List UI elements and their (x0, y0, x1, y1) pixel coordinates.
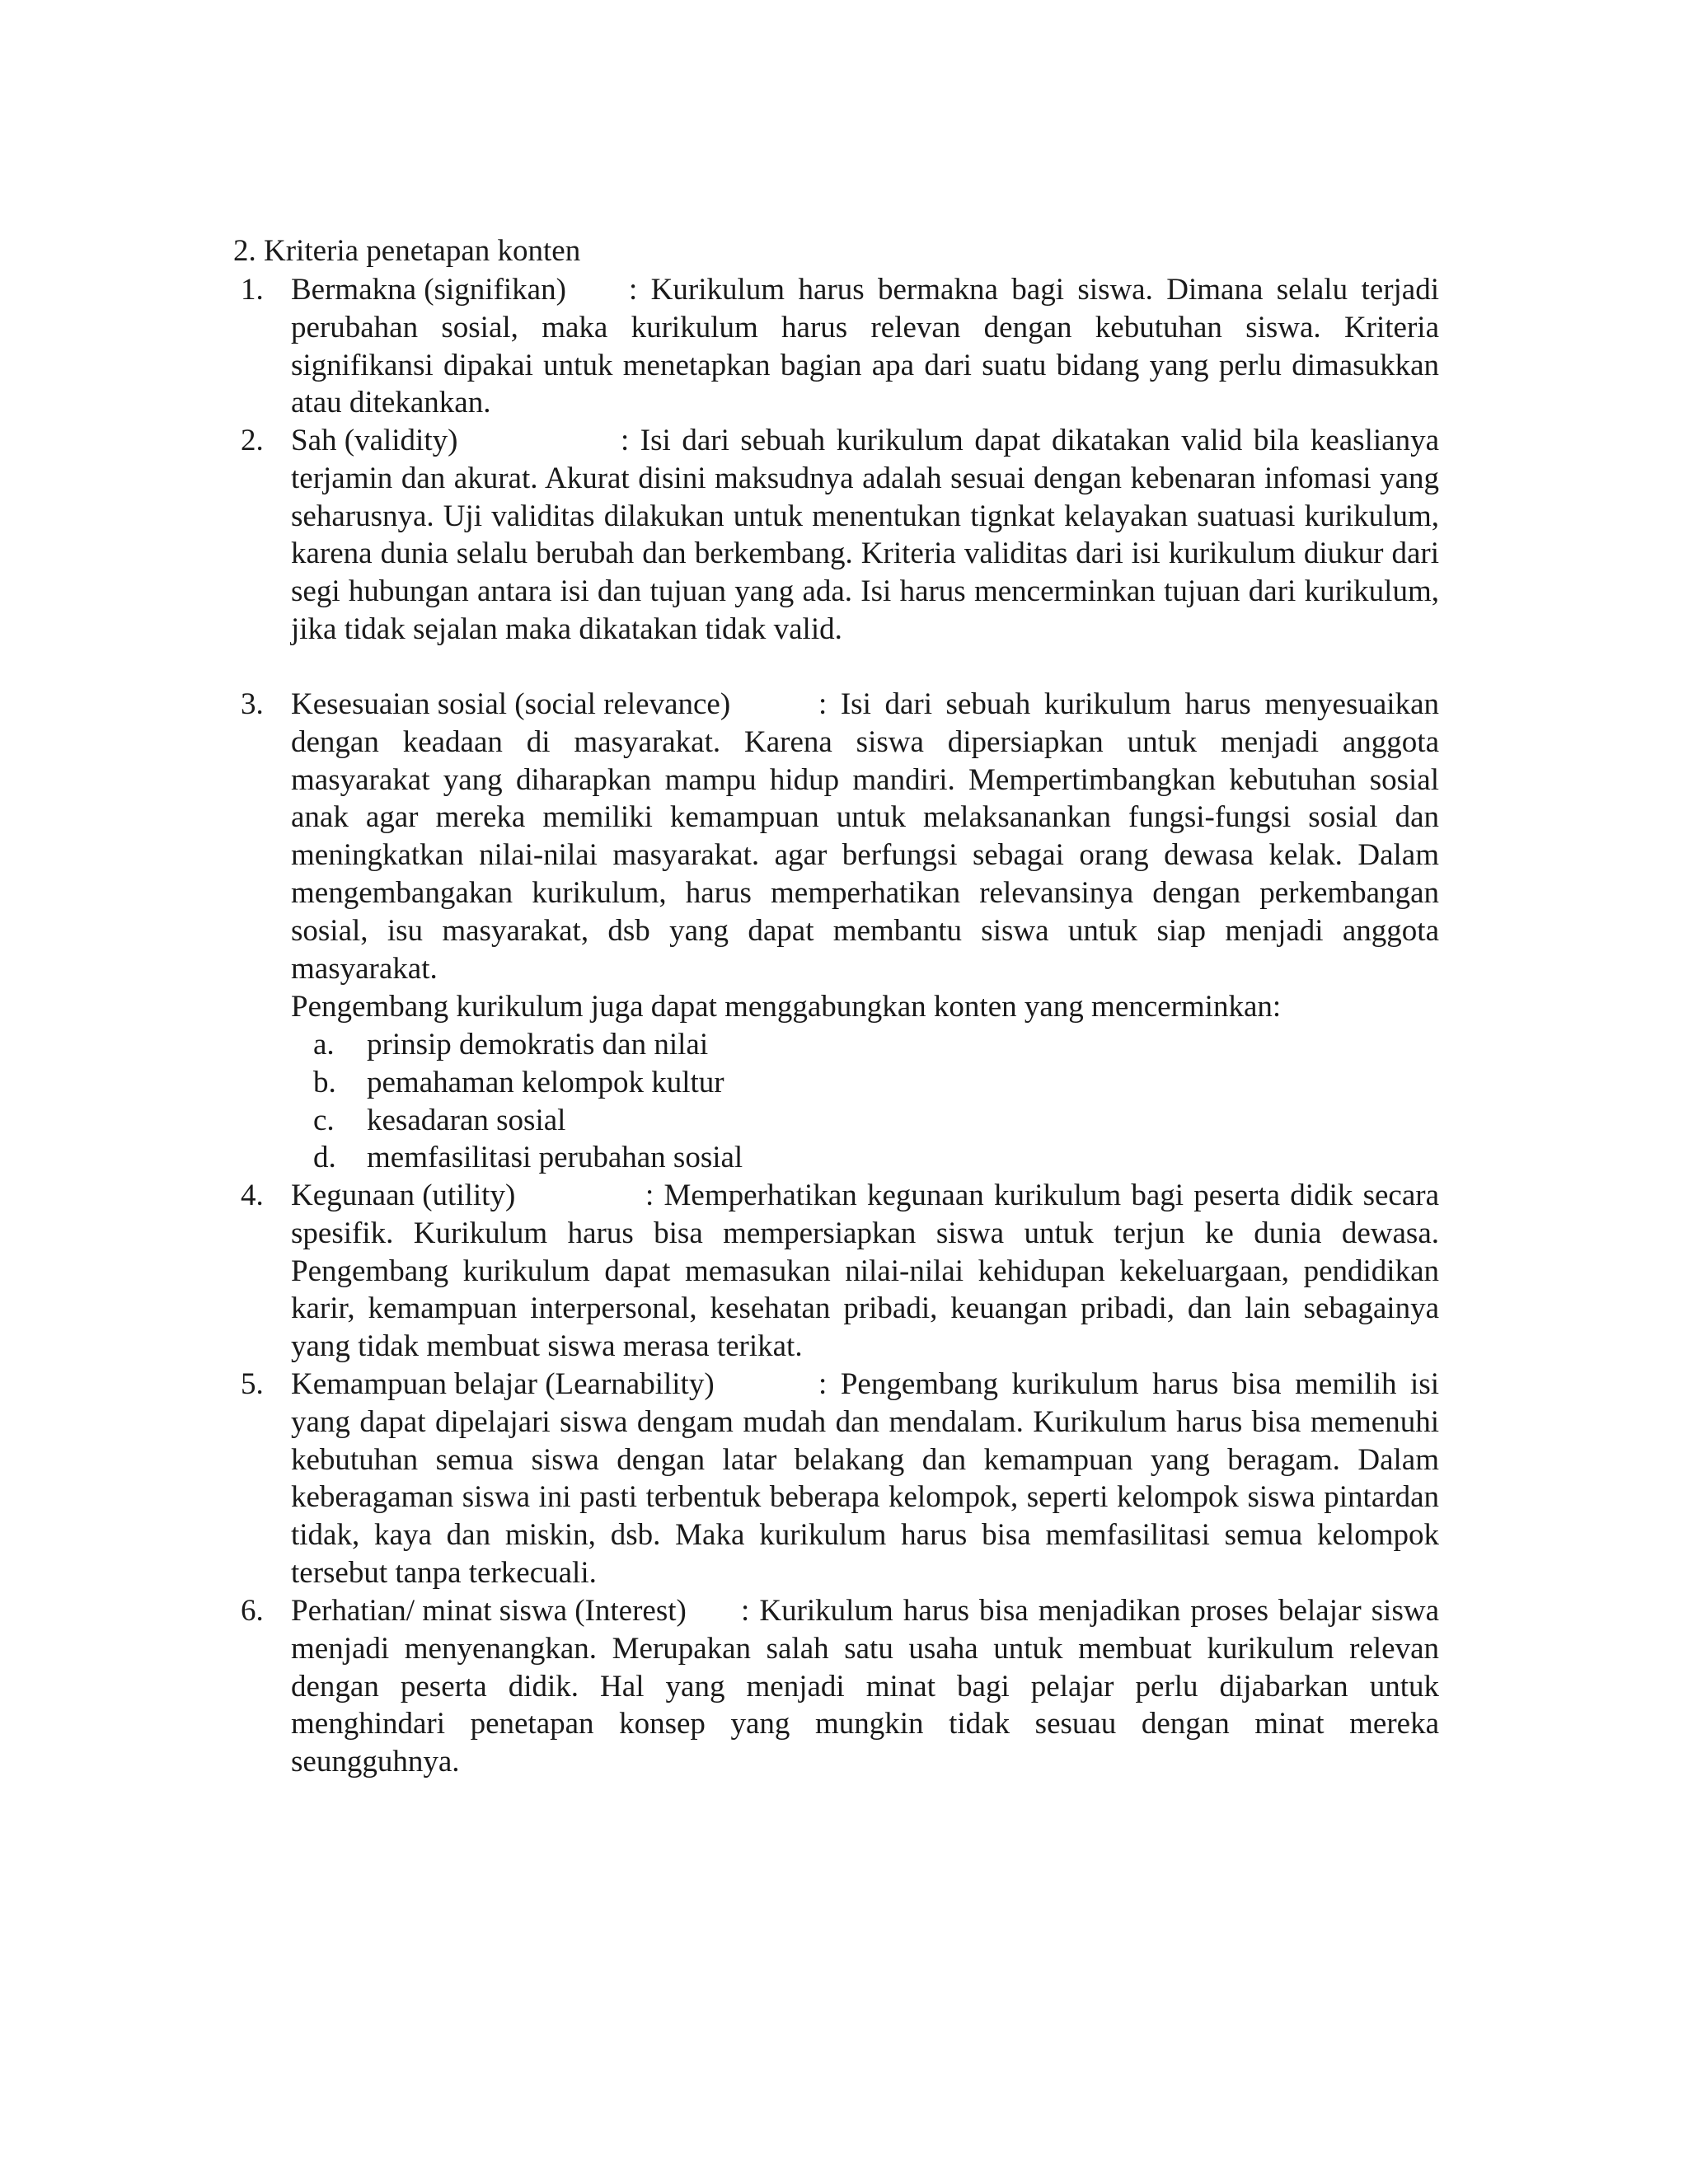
sub-item-text: prinsip demokratis dan nilai (367, 1028, 709, 1062)
item-term: Kemampuan belajar (Learnability) (291, 1367, 715, 1401)
item-body (291, 1177, 1439, 1366)
item-term: Kesesuaian sosial (social relevance) (291, 687, 731, 721)
sub-list-intro: Pengembang kurikulum juga dapat menggabungkan konten yang mencerminkan: (291, 990, 1282, 1024)
item-description: : Isi dari sebuah kurikulum harus menyesuaikan dengan keadaan di masyarakat. Karena siswa dipersiapkan untuk menjadi anggota masyarakat yang diharapkan mampu hidup mandiri. Mempertimbangkan kebutuhan sosial anak agar mereka memiliki kemampuan untuk melaksanankan fungsi-fungsi sosial dan meningkatkan nilai-nilai masyarakat. agar berfungsi sebagai orang dewasa kelak. Dalam mengembangakan kurikulum, harus memperhatikan relevansinya dengan perkembangan sosial, isu masyarakat, dsb yang dapat membantu siswa untuk siap menjadi anggota masyarakat. (291, 687, 1439, 986)
item-description: : Isi dari sebuah kurikulum dapat dikatakan valid bila keaslianya terjamin dan akurat. Akurat disini maksudnya adalah sesuai dengan kebenaran infomasi yang seharusnya. Uji validitas dilakukan untuk menentukan tignkat kelayakan suatuasi kurikulum, karena dunia selalu berubah dan berkembang. Kriteria validitas dari isi kurikulum diukur dari segi hubungan antara isi dan tujuan yang ada. Isi harus mencerminkan tujuan dari kurikulum, jika tidak sejalan maka dikatakan tidak valid. (291, 424, 1439, 646)
item-number: 3. (241, 687, 264, 721)
item-term: Sah (validity) (291, 424, 458, 457)
item-number: 2. (241, 424, 264, 457)
item-number: 4. (241, 1179, 264, 1212)
item-number: 1. (241, 273, 264, 307)
item-description: : Memperhatikan kegunaan kurikulum bagi peserta didik secara spesifik. Kurikulum harus bisa mempersiapkan siswa untuk terjun ke dunia dewasa. Pengembang kurikulum dapat memasukan nilai-nilai kehidupan kekeluargaan, pendidikan karir, kemampuan interpersonal, kesehatan pribadi, keuangan pribadi, dan lain sebagainya yang tidak membuat siswa merasa terikat. (291, 1179, 1439, 1364)
item-term: Bermakna (signifikan) (291, 273, 566, 307)
sub-list-item (0, 1102, 1688, 1140)
item-number: 5. (241, 1367, 264, 1401)
item-body (291, 686, 1439, 987)
sub-item-letter: c. (313, 1104, 335, 1137)
sub-item-letter: a. (313, 1028, 335, 1062)
item-term: Kegunaan (utility) (291, 1179, 516, 1212)
item-term: Perhatian/ minat siswa (Interest) (291, 1594, 687, 1628)
sub-item-letter: d. (313, 1141, 336, 1174)
sub-item-text: kesadaran sosial (367, 1104, 566, 1137)
item-description: : Pengembang kurikulum harus bisa memilih isi yang dapat dipelajari siswa dengam mudah dan mendalam. Kurikulum harus bisa memenuhi kebutuhan semua siswa dengan latar belakang dan kemampuan yang beragam. Dalam keberagaman siswa ini pasti terbentuk beberapa kelompok, seperti kelompok siswa pintardan tidak, kaya dan miskin, dsb. Maka kurikulum harus bisa memfasilitasi semua kelompok tersebut tanpa terkecuali. (291, 1367, 1439, 1590)
item-body (291, 271, 1439, 422)
item-body (291, 1592, 1439, 1781)
item-number: 6. (241, 1594, 264, 1628)
sub-list-item (0, 1064, 1688, 1102)
section-heading: 2. Kriteria penetapan konten (233, 234, 581, 268)
item-body (291, 1366, 1439, 1592)
sub-list-item (0, 1026, 1688, 1064)
item-description: : Kurikulum harus bisa menjadikan proses belajar siswa menjadi menyenangkan. Merupakan salah satu usaha untuk membuat kurikulum relevan dengan peserta didik. Hal yang menjadi minat bagi pelajar perlu dijabarkan untuk menghindari penetapan konsep yang mungkin tidak sesuau dengan minat mereka seungguhnya. (291, 1594, 1439, 1779)
sub-item-text: memfasilitasi perubahan sosial (367, 1141, 743, 1174)
sub-item-letter: b. (313, 1066, 336, 1099)
sub-list-item (0, 1139, 1688, 1177)
sub-item-text: pemahaman kelompok kultur (367, 1066, 724, 1099)
item-body (291, 422, 1439, 649)
item-description: : Kurikulum harus bermakna bagi siswa. Dimana selalu terjadi perubahan sosial, maka kurikulum harus relevan dengan kebutuhan siswa. Kriteria signifikansi dipakai untuk menetapkan bagian apa dari suatu bidang yang perlu dimasukkan atau ditekankan. (291, 273, 1439, 420)
